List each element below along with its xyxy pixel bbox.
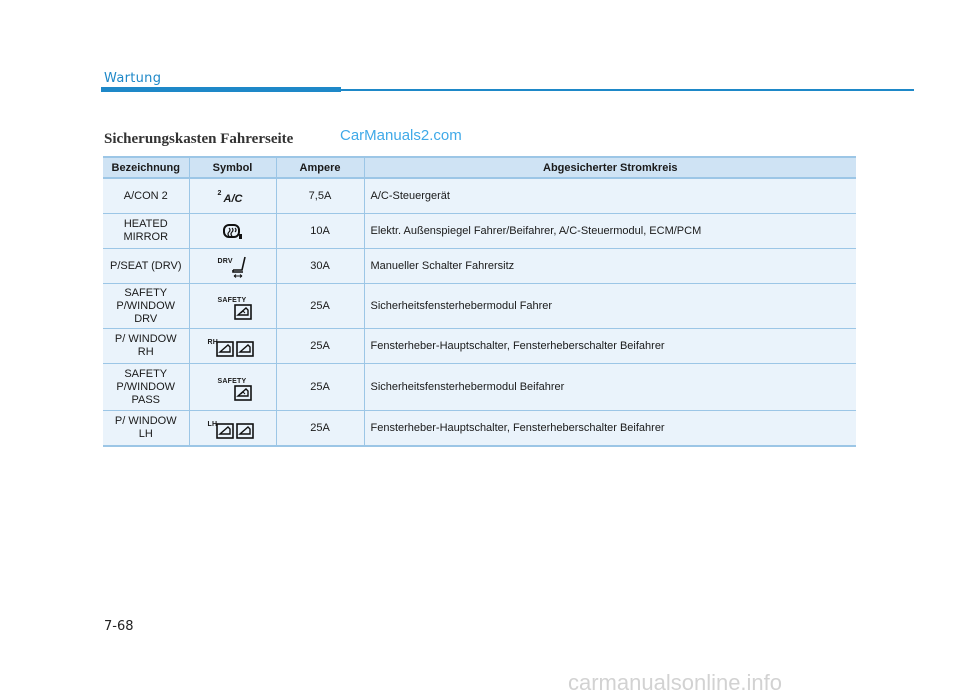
table-header-row	[103, 157, 856, 178]
section-label: Wartung	[104, 71, 162, 86]
col-header-ampere: Ampere	[276, 157, 364, 178]
header-rule-thick	[101, 87, 341, 92]
table-row	[103, 364, 856, 411]
fuse-name: SAFETY P/WINDOW DRV	[103, 284, 189, 329]
double-window-switch-icon	[216, 423, 254, 439]
symbol-tag: 2	[217, 190, 222, 197]
fuse-ampere: 25A	[276, 329, 364, 364]
fuse-symbol	[189, 364, 276, 411]
symbol-tag: LH	[207, 421, 218, 428]
fuse-table	[103, 156, 856, 447]
fuse-name: P/ WINDOW RH	[103, 329, 189, 364]
ac-icon: A/C	[223, 193, 243, 205]
header-rule-thin	[341, 89, 914, 91]
fuse-ampere: 10A	[276, 214, 364, 249]
watermark-bottom: carmanualsonline.info	[568, 670, 783, 695]
symbol-tag: SAFETY	[217, 378, 247, 385]
fuse-circuit: Sicherheitsfensterhebermodul Fahrer	[364, 284, 856, 329]
fuse-name: HEATED MIRROR	[103, 214, 189, 249]
fuse-symbol	[189, 178, 276, 214]
fuse-symbol	[189, 411, 276, 447]
table-row	[103, 411, 856, 447]
table-row	[103, 329, 856, 364]
fuse-ampere: 30A	[276, 249, 364, 284]
table-row	[103, 178, 856, 214]
fuse-name: P/SEAT (DRV)	[103, 249, 189, 284]
page-title: Sicherungskasten Fahrerseite	[104, 131, 294, 147]
fuse-circuit: Fensterheber-Hauptschalter, Fensterheberschalter Beifahrer	[364, 411, 856, 447]
fuse-symbol	[189, 249, 276, 284]
fuse-name: A/CON 2	[103, 178, 189, 214]
table-row	[103, 284, 856, 329]
fuse-symbol	[189, 284, 276, 329]
col-header-bezeichnung: Bezeichnung	[103, 157, 189, 178]
fuse-circuit: A/C-Steuergerät	[364, 178, 856, 214]
table-row	[103, 214, 856, 249]
seat-icon	[230, 256, 250, 278]
window-switch-icon	[234, 385, 252, 401]
symbol-tag: RH	[207, 339, 219, 346]
double-window-switch-icon	[216, 341, 254, 357]
fuse-circuit: Sicherheitsfensterhebermodul Beifahrer	[364, 364, 856, 411]
fuse-ampere: 25A	[276, 364, 364, 411]
fuse-circuit: Fensterheber-Hauptschalter, Fensterheberschalter Beifahrer	[364, 329, 856, 364]
col-header-symbol: Symbol	[189, 157, 276, 178]
fuse-circuit: Elektr. Außenspiegel Fahrer/Beifahrer, A/C-Steuermodul, ECM/PCM	[364, 214, 856, 249]
heated-mirror-icon	[222, 222, 244, 240]
fuse-circuit: Manueller Schalter Fahrersitz	[364, 249, 856, 284]
fuse-symbol	[189, 329, 276, 364]
page-number: 7-68	[104, 619, 134, 634]
col-header-stromkreis: Abgesicherter Stromkreis	[364, 157, 856, 178]
table-row	[103, 249, 856, 284]
watermark-top: CarManuals2.com	[340, 127, 462, 144]
fuse-symbol	[189, 214, 276, 249]
fuse-name: SAFETY P/WINDOW PASS	[103, 364, 189, 411]
fuse-name: P/ WINDOW LH	[103, 411, 189, 447]
symbol-tag: DRV	[217, 258, 233, 265]
fuse-ampere: 25A	[276, 284, 364, 329]
symbol-tag: SAFETY	[217, 297, 247, 304]
window-switch-icon	[234, 304, 252, 320]
fuse-ampere: 7,5A	[276, 178, 364, 214]
fuse-ampere: 25A	[276, 411, 364, 447]
